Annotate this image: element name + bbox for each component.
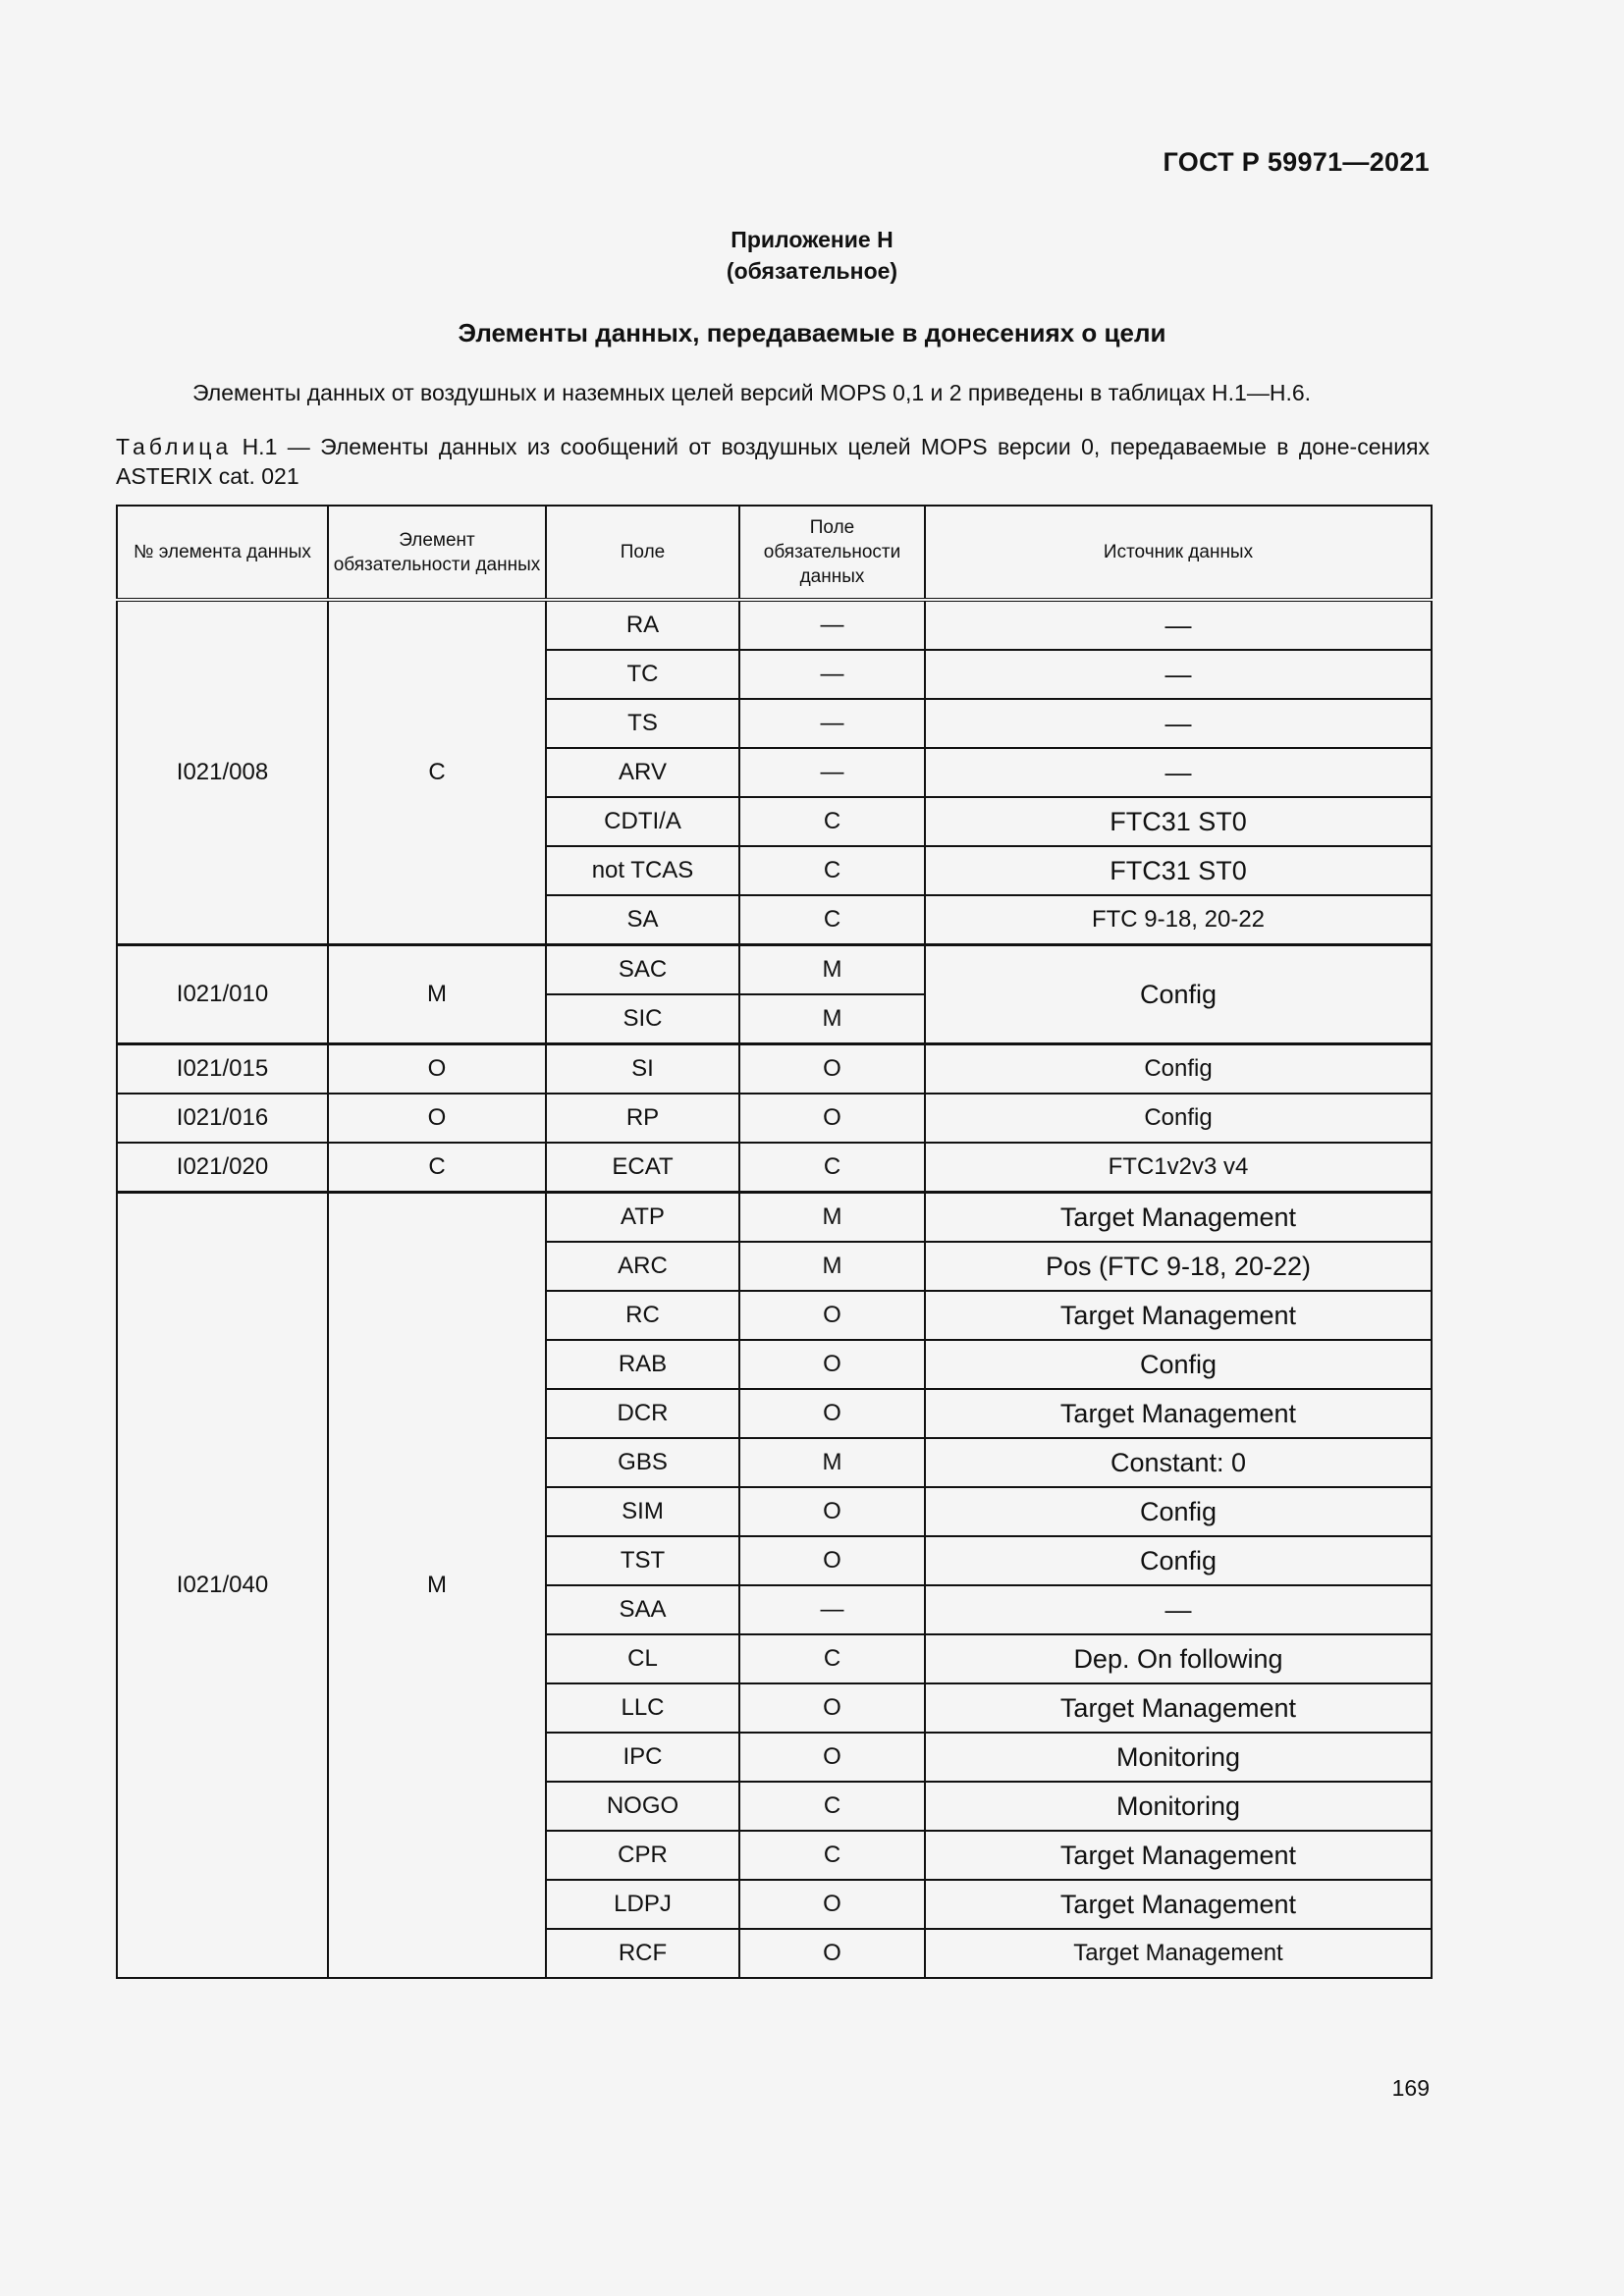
table-caption xyxy=(116,432,1430,491)
field-cell: DCR xyxy=(546,1389,739,1438)
table-row xyxy=(117,945,1432,995)
field-req-cell: C xyxy=(739,1782,925,1831)
source-cell: FTC1v2v3 v4 xyxy=(925,1143,1432,1193)
field-req-cell: M xyxy=(739,1242,925,1291)
section-heading: Элементы данных, передаваемые в донесениях о цели xyxy=(458,318,1166,347)
field-req-cell: O xyxy=(739,1044,925,1095)
header-field: Поле xyxy=(546,506,739,600)
source-cell: Constant: 0 xyxy=(925,1438,1432,1487)
field-req-cell: O xyxy=(739,1733,925,1782)
field-cell: GBS xyxy=(546,1438,739,1487)
field-req-cell: C xyxy=(739,1831,925,1880)
field-req-cell: M xyxy=(739,945,925,995)
source-cell: FTC 9-18, 20-22 xyxy=(925,895,1432,945)
field-cell: NOGO xyxy=(546,1782,739,1831)
field-req-cell: O xyxy=(739,1487,925,1536)
table-row xyxy=(117,1094,1432,1143)
field-req-cell: C xyxy=(739,1143,925,1193)
intro-paragraph: Элементы данных от воздушных и наземных целей версий MOPS 0,1 и 2 приведены в таблицах Н.1—Н.6. xyxy=(192,380,1312,405)
source-cell: Config xyxy=(925,1340,1432,1389)
element-req-cell: C xyxy=(328,1143,546,1193)
field-cell: SIM xyxy=(546,1487,739,1536)
field-req-cell: C xyxy=(739,846,925,895)
source-cell: Target Management xyxy=(925,1193,1432,1243)
field-req-cell: M xyxy=(739,994,925,1044)
table-caption-label: Таблица xyxy=(116,434,233,459)
element-id-cell: I021/015 xyxy=(117,1044,328,1095)
field-req-cell: O xyxy=(739,1291,925,1340)
field-cell: CDTI/A xyxy=(546,797,739,846)
field-req-cell: M xyxy=(739,1438,925,1487)
field-cell: SAC xyxy=(546,945,739,995)
appendix-title: Приложение Н xyxy=(731,227,893,252)
field-req-cell: O xyxy=(739,1536,925,1585)
field-req-cell: O xyxy=(739,1094,925,1143)
source-cell: Config xyxy=(925,1044,1432,1095)
page-number: 169 xyxy=(1391,2075,1430,2101)
appendix-subtitle: (обязательное) xyxy=(726,258,898,284)
source-cell: FTC31 ST0 xyxy=(925,846,1432,895)
source-cell: Config xyxy=(925,1487,1432,1536)
field-cell: LLC xyxy=(546,1683,739,1733)
element-id-cell: I021/010 xyxy=(117,945,328,1044)
element-req-cell: M xyxy=(328,1193,546,1979)
source-cell: Config xyxy=(925,945,1432,1044)
field-cell: TC xyxy=(546,650,739,699)
field-cell: LDPJ xyxy=(546,1880,739,1929)
source-cell: — xyxy=(925,1585,1432,1634)
field-cell: SA xyxy=(546,895,739,945)
field-cell: ARC xyxy=(546,1242,739,1291)
source-cell: — xyxy=(925,699,1432,748)
field-req-cell: — xyxy=(739,699,925,748)
standard-code: ГОСТ Р 59971—2021 xyxy=(1163,147,1430,177)
element-id-cell: I021/016 xyxy=(117,1094,328,1143)
header-field-requirement: Поле обязательности данных xyxy=(739,506,925,600)
field-cell: CPR xyxy=(546,1831,739,1880)
source-cell: Target Management xyxy=(925,1291,1432,1340)
field-cell: RP xyxy=(546,1094,739,1143)
element-id-cell: I021/040 xyxy=(117,1193,328,1979)
source-cell: Dep. On following xyxy=(925,1634,1432,1683)
source-cell: Pos (FTC 9-18, 20-22) xyxy=(925,1242,1432,1291)
field-req-cell: O xyxy=(739,1880,925,1929)
table-row xyxy=(117,1143,1432,1193)
field-req-cell: C xyxy=(739,1634,925,1683)
field-req-cell: C xyxy=(739,797,925,846)
source-cell: — xyxy=(925,600,1432,650)
table-row xyxy=(117,1193,1432,1243)
field-req-cell: O xyxy=(739,1389,925,1438)
source-cell: Target Management xyxy=(925,1880,1432,1929)
field-cell: RA xyxy=(546,600,739,650)
element-req-cell: M xyxy=(328,945,546,1044)
data-elements-table xyxy=(116,505,1433,1979)
header-data-source: Источник данных xyxy=(925,506,1432,600)
table-header-row xyxy=(117,506,1432,600)
field-req-cell: C xyxy=(739,895,925,945)
field-cell: ATP xyxy=(546,1193,739,1243)
element-req-cell: C xyxy=(328,600,546,945)
table-row xyxy=(117,1044,1432,1095)
source-cell: Monitoring xyxy=(925,1782,1432,1831)
field-req-cell: — xyxy=(739,748,925,797)
element-id-cell: I021/008 xyxy=(117,600,328,945)
source-cell: — xyxy=(925,650,1432,699)
source-cell: Target Management xyxy=(925,1683,1432,1733)
header-element-number: № элемента данных xyxy=(117,506,328,600)
element-req-cell: O xyxy=(328,1044,546,1095)
field-cell: TS xyxy=(546,699,739,748)
field-req-cell: — xyxy=(739,600,925,650)
source-cell: Monitoring xyxy=(925,1733,1432,1782)
header-element-requirement: Элемент обязательности данных xyxy=(328,506,546,600)
field-req-cell: — xyxy=(739,1585,925,1634)
field-req-cell: M xyxy=(739,1193,925,1243)
field-cell: SI xyxy=(546,1044,739,1095)
field-cell: not TCAS xyxy=(546,846,739,895)
field-req-cell: O xyxy=(739,1340,925,1389)
element-req-cell: O xyxy=(328,1094,546,1143)
field-cell: SIC xyxy=(546,994,739,1044)
source-cell: Target Management xyxy=(925,1929,1432,1978)
source-cell: Target Management xyxy=(925,1389,1432,1438)
element-id-cell: I021/020 xyxy=(117,1143,328,1193)
appendix-block xyxy=(0,224,1624,287)
field-cell: RCF xyxy=(546,1929,739,1978)
table-caption-text: Н.1 — Элементы данных из сообщений от воздушных целей MOPS версии 0, передаваемые в доне-сениях ASTERIX cat. 021 xyxy=(116,434,1431,489)
source-cell: Config xyxy=(925,1536,1432,1585)
source-cell: — xyxy=(925,748,1432,797)
field-cell: TST xyxy=(546,1536,739,1585)
field-cell: ECAT xyxy=(546,1143,739,1193)
field-cell: ARV xyxy=(546,748,739,797)
source-cell: Config xyxy=(925,1094,1432,1143)
field-req-cell: O xyxy=(739,1929,925,1978)
source-cell: Target Management xyxy=(925,1831,1432,1880)
field-cell: IPC xyxy=(546,1733,739,1782)
field-req-cell: — xyxy=(739,650,925,699)
field-cell: RAB xyxy=(546,1340,739,1389)
field-cell: RC xyxy=(546,1291,739,1340)
field-req-cell: O xyxy=(739,1683,925,1733)
field-cell: SAA xyxy=(546,1585,739,1634)
table-row xyxy=(117,600,1432,650)
field-cell: CL xyxy=(546,1634,739,1683)
source-cell: FTC31 ST0 xyxy=(925,797,1432,846)
